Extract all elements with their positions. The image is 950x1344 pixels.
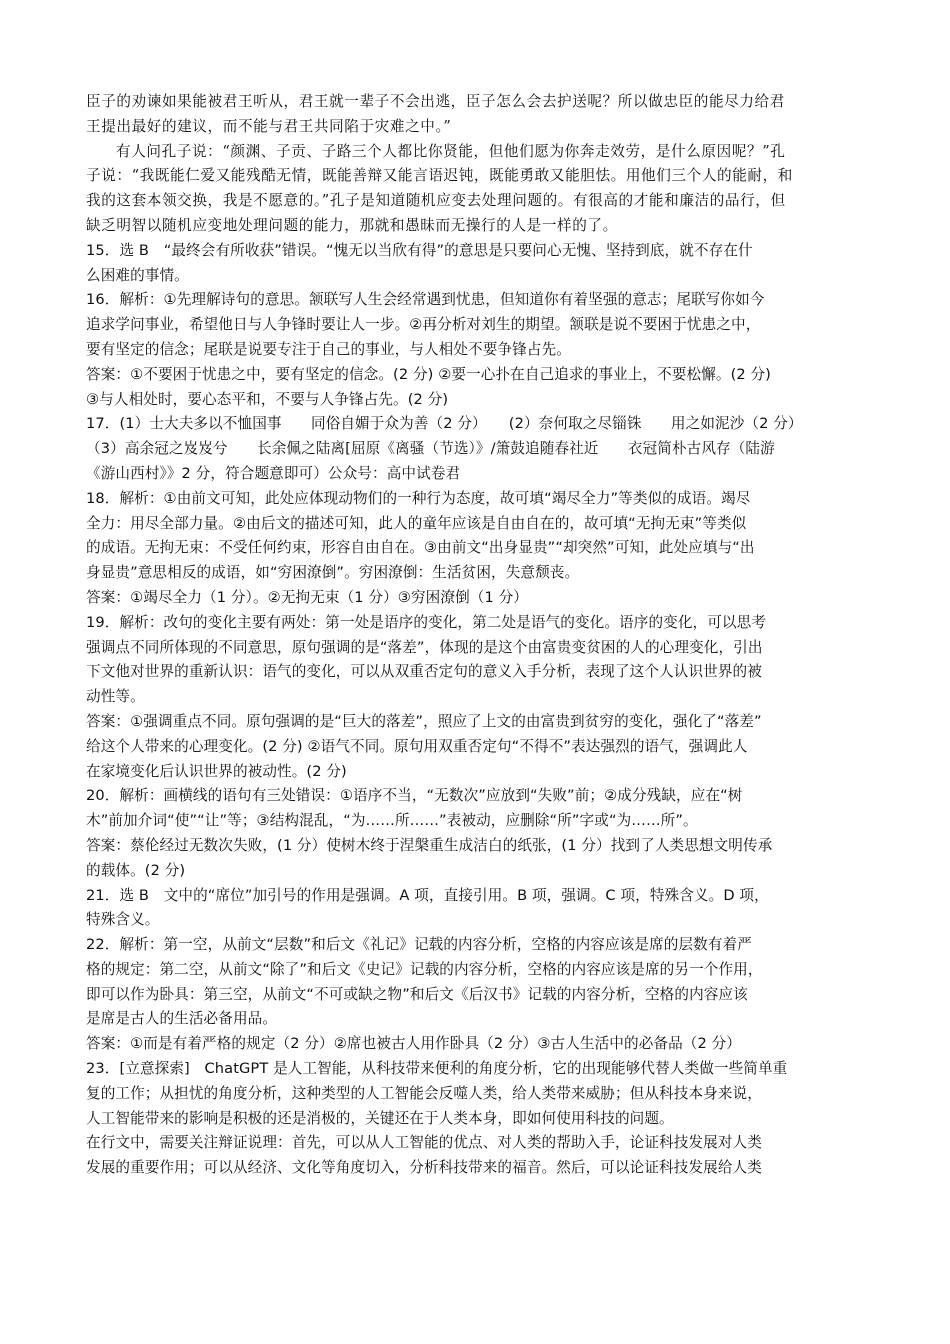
answer-21: 21．选 B 文中的“席位”加引号的作用是强调。A 项，直接引用。B 项，强调。C 项，特殊含义。D 项， [86,886,769,904]
text-line: 强调点不同所体现的不同意思，原句强调的是“落差”，体现的是这个由富贵变贫困的人的心理变化，引出 [86,638,763,656]
answer-23: 23．[立意探索] ChatGPT 是人工智能，从科技带来便利的角度分析，它的出现能够代替人类做一些简单重 [86,1060,788,1078]
text-line: 在家境变化后认识世界的被动性。(2 分) [86,762,347,780]
answer-18: 18．解析：①由前文可知，此处应体现动物们的一种行为态度，故可填“竭尽全力”等类似的成语。竭尽 [86,489,751,507]
text-line: 答案：①强调重点不同。原句强调的是“巨大的落差”，照应了上文的由富贵到贫穷的变化，强化了“落差” [86,712,762,730]
text-line: 的载体。(2 分) [86,861,186,879]
text-line: 有人问孔子说：“颜渊、子贡、子路三个人都比你贤能，但他们愿为你奔走效劳，是什么原因呢？”孔 [116,142,786,160]
text-line: 是席是古人的生活必备用品。 [86,1010,278,1028]
text-line: 特殊含义。 [86,911,160,929]
text-line: 木”前加介词“使”“让”等；③结构混乱，“为……所……”表被动，应删除“所”字或“为……所”。 [86,812,698,830]
text-line: 复的工作；从担忧的角度分析，这种类型的人工智能会反噬人类，给人类带来威胁；但从科技本身来说， [86,1084,762,1102]
text-line: （3）高余冠之岌岌兮 长余佩之陆离[屈原《离骚（节选）》/箫鼓追随春社近 衣冠简朴古风存（陆游 [86,440,775,458]
text-line: 追求学问事业，希望他日与人争锋时要让人一步。②再分析对刘生的期望。颔联是说不要困于忧患之中， [86,316,761,334]
text-line: 缺乏明智以随机应变地处理问题的能力，那就和愚昧而无操行的人是一样的了。 [86,216,618,234]
text-line: 全力：用尽全部力量。②由后文的描述可知，此人的童年应该是自由自在的，故可填“无拘无束”等类似 [86,514,747,532]
text-line: 格的规定：第二空，从前文“除了”和后文《史记》记载的内容分析，空格的内容应该是席的另一个作用， [86,960,763,978]
text-line: 答案：①而是有着严格的规定（2 分）②席也被古人用作卧具（2 分）③古人生活中的必备品（2 分） [86,1035,741,1053]
text-line: 臣子的劝谏如果能被君王听从，君王就一辈子不会出逃，臣子怎么会去护送呢？所以做忠臣的能尽力给君 [86,93,785,110]
text-line: 下文他对世界的重新认识：语气的变化，可以从双重否定句的意义入手分析，表现了这个人认识世界的被 [86,663,762,681]
text-line: 答案：①竭尽全力（1 分）。②无拘无束（1 分）③穷困潦倒（1 分） [86,588,528,606]
text-line: 人工智能带来的影响是积极的还是消极的，关键还在于人类本身，即如何使用科技的问题。 [86,1109,674,1127]
text-line: 的成语。无拘无束：不受任何约束，形容自由自在。③由前文“出身显贵”“却突然”可知，此处应填与“出 [86,539,755,557]
text-line: ③与人相处时，要心态平和，不要与人争锋占先。(2 分) [86,390,449,408]
text-line: 答案：①不要困于忧患之中，要有坚定的信念。(2 分) ②要一心扑在自己追求的事业上，不要松懈。(2 分) [86,365,771,383]
answer-17: 17．(1）士大夫多以不恤国事 同俗自媚于众为善（2 分） (2）奈何取之尽锱铢 用之如泥沙（2 分） [86,415,803,433]
answer-22: 22．解析：第一空，从前文“层数”和后文《礼记》记载的内容分析，空格的内容应该是席的层数有着严 [86,936,752,954]
text-line: 么困难的事情。 [86,266,189,284]
text-line: 身显贵”意思相反的成语，如“穷困潦倒”。穷困潦倒：生活贫困，失意颓丧。 [86,564,580,582]
answer-15: 15．选 B “最终会有所收获”错误。“愧无以当欣有得”的意思是只要问心无愧、坚持到底，就不存在什 [86,241,753,259]
answer-20: 20．解析：画横线的语句有三处错误：①语序不当，“无数次”应放到“失败”前；②成分残缺，应在“树 [86,787,743,805]
answer-19: 19．解析：改句的变化主要有两处：第一处是语序的变化，第二处是语气的变化。语序的变化，可以思考 [86,613,766,631]
text-line: 《游山西村》》2 分，符合题意即可）公众号：高中试卷君 [86,464,461,482]
text-line: 发展的重要作用；可以从经济、文化等角度切入，分析科技带来的福音。然后，可以论证科技发展给人类 [86,1159,762,1177]
text-line: 即可以作为卧具：第三空，从前文“不可或缺之物”和后文《后汉书》记载的内容分析，空格的内容应该 [86,985,748,1003]
text-line: 我的这套本领交换，我是不愿意的。”孔子是知道随机应变去处理问题的。有很高的才能和廉洁的品行，但 [86,192,786,210]
answer-16: 16．解析：①先理解诗句的意思。颔联写人生会经常遇到忧患，但知道你有着坚强的意志；尾联写你如今 [86,291,765,309]
text-line: 给这个人带来的心理变化。(2 分) ②语气不同。原句用双重否定句“不得不”表达强烈的语气，强调此人 [86,737,748,755]
text-line: 子说：“我既能仁爱又能残酷无情，既能善辩又能言语迟钝，既能勇敢又能胆怯。用他们三个人的能耐，和 [86,167,793,185]
text-line: 答案：蔡伦经过无数次失败，(1 分）使树木终于涅槃重生成洁白的纸张，(1 分）找到了人类思想文明传承 [86,836,773,854]
text-line: 动性等。 [86,688,145,706]
text-line: 要有坚定的信念；尾联是说要专注于自己的事业，与人相处不要争锋占先。 [86,340,571,358]
text-line: 王提出最好的建议，而不能与君王共同陷于灾难之中。” [86,117,452,135]
text-line: 在行文中，需要关注辩证说理：首先，可以从人工智能的优点、对人类的帮助入手，论证科技发展对人类 [86,1134,762,1152]
